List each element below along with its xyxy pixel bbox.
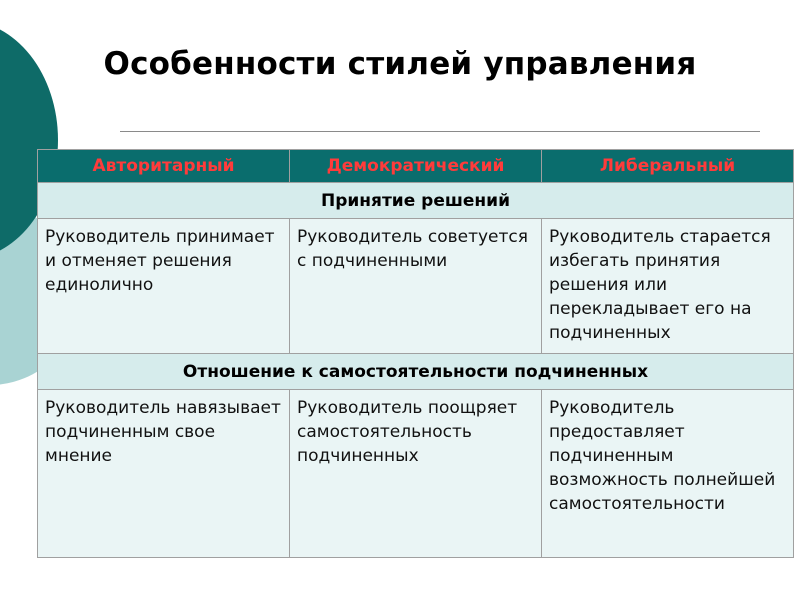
table-header-row <box>38 150 794 183</box>
table-cell: Руководитель навязывает подчиненным свое мнение <box>38 390 290 558</box>
section-row-decision-making <box>38 183 794 219</box>
slide-title: Особенности стилей управления <box>103 46 697 82</box>
section-row-independence <box>38 354 794 390</box>
section-title: Отношение к самостоятельности подчиненных <box>38 354 794 390</box>
header-authoritarian: Авторитарный <box>38 150 290 183</box>
table-cell: Руководитель принимает и отменяет решения единолично <box>38 219 290 354</box>
header-democratic: Демократический <box>290 150 542 183</box>
table-cell: Руководитель старается избегать принятия решения или перекладывает его на подчиненных <box>542 219 794 354</box>
table-cell: Руководитель поощряет самостоятельность подчиненных <box>290 390 542 558</box>
table-cell: Руководитель предоставляет подчиненным возможность полнейшей самостоятельности <box>542 390 794 558</box>
table-cell: Руководитель советуется с подчиненными <box>290 219 542 354</box>
title-divider <box>120 131 760 132</box>
section-title: Принятие решений <box>38 183 794 219</box>
header-liberal: Либеральный <box>542 150 794 183</box>
management-styles-table <box>37 149 794 558</box>
table-row <box>38 219 794 354</box>
table-row <box>38 390 794 558</box>
